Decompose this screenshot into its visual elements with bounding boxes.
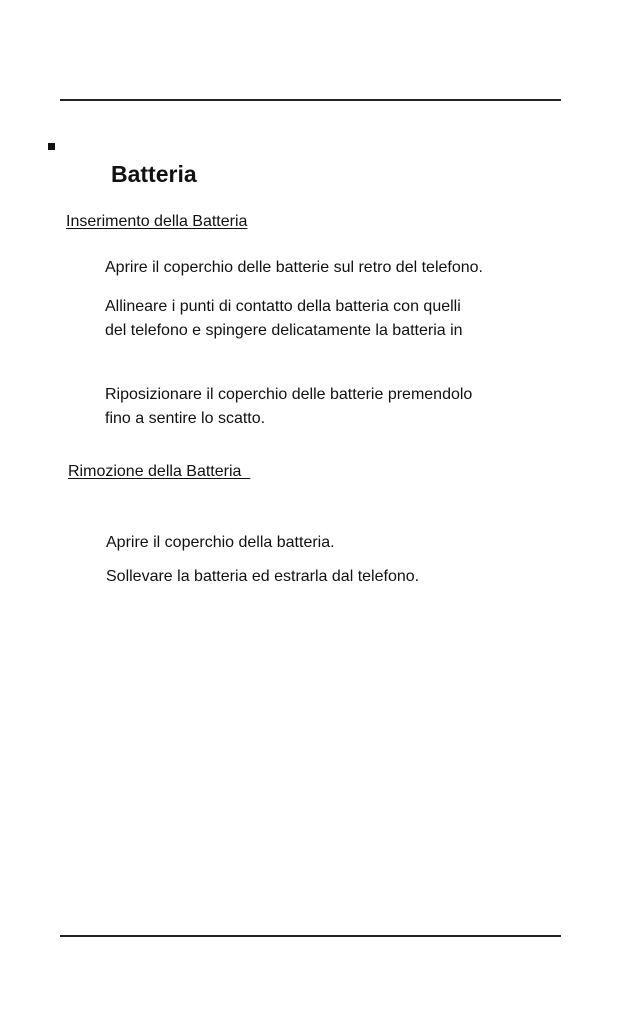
bottom-divider: [60, 935, 561, 937]
top-divider: [60, 99, 561, 101]
insertion-heading: Inserimento della Batteria: [66, 213, 248, 230]
insertion-step-3-line-2: fino a sentire lo scatto.: [105, 410, 266, 427]
insertion-step-1-line-1: Aprire il coperchio delle batterie sul retro del telefono.: [105, 259, 483, 276]
insertion-step-2: [105, 295, 463, 343]
removal-heading: Rimozione della Batteria: [68, 463, 251, 480]
removal-step-1-line-1: Aprire il coperchio della batteria.: [106, 534, 335, 551]
insertion-step-2-line-2: del telefono e spingere delicatamente la batteria in: [105, 322, 463, 339]
removal-step-2: [106, 565, 419, 589]
removal-step-2-line-1: Sollevare la batteria ed estrarla dal telefono.: [106, 568, 420, 585]
insertion-step-3-line-1: Riposizionare il coperchio delle batterie premendolo: [105, 386, 473, 403]
insertion-step-1: [105, 256, 483, 280]
section-title: Batteria: [111, 161, 197, 187]
section-bullet: [48, 143, 55, 150]
insertion-step-2-line-1: Allineare i punti di contatto della batteria con quelli: [105, 298, 461, 315]
insertion-step-3: [105, 383, 472, 431]
removal-step-1: [106, 531, 335, 555]
